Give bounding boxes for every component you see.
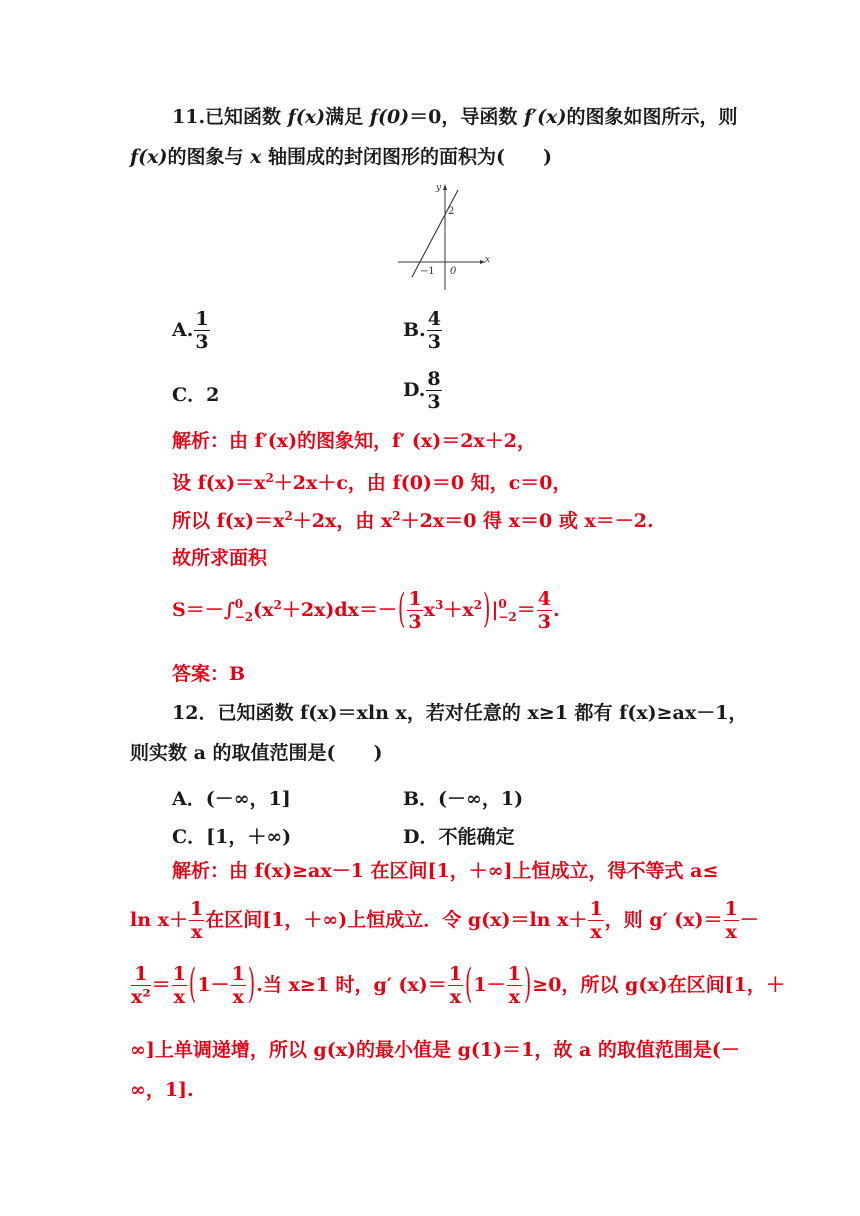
q12-option-a: A．(－∞，1] bbox=[172, 788, 291, 810]
label-origin: 0 bbox=[450, 266, 457, 277]
q11-answer: 答案：B bbox=[172, 663, 246, 685]
q11-option-c: C．2 bbox=[172, 384, 220, 406]
q12-line2: 则实数 a 的取值范围是( ) bbox=[130, 742, 383, 764]
q11-option-a: A. $\frac{1}{3}$ bbox=[172, 308, 209, 353]
q12-solution-line3: $\frac{1}{\text{x²}}$ ＝ $\frac{1}{x}$ (1－ $\frac{1}{x}$ ).当 x≥1 时，g′ (x)＝ $\frac{1}{x}$ (1－ $\frac{1}{x}$ )≥0，所以 g(x)在区间[1，＋ bbox=[131, 961, 785, 1008]
q11-option-d: D. $\frac{8}{3}$ bbox=[403, 368, 441, 413]
y-axis-label: y bbox=[436, 183, 442, 193]
q12-solution-line4: ∞]上单调递增，所以 g(x)的最小值是 g(1)＝1，故 a 的取值范围是(－ bbox=[130, 1039, 740, 1061]
q12-line1: 12．已知函数 f(x)＝xln x，若对任意的 x≥1 都有 f(x)≥ax－1， bbox=[172, 702, 748, 724]
q11-solution-line4: 故所求面积 bbox=[172, 547, 268, 569]
q11-solution-line1: 解析：由 f′(x)的图象知，f′ (x)＝2x＋2， bbox=[172, 430, 536, 452]
y-axis-arrow bbox=[443, 184, 447, 190]
label-2: 2 bbox=[448, 206, 455, 217]
q12-solution-line1: 解析：由 f(x)≥ax－1 在区间[1，＋∞]上恒成立，得不等式 a≤ bbox=[172, 860, 719, 882]
q11-solution-line3: 所以 $f(x)=x^2+2x$，由 $x^2+2x=0$ 得 x＝0 或 x＝－2. bbox=[172, 509, 654, 532]
q11-solution-line2: 设 $f(x)=x^2+2x+c$，由 f(0)＝0 知，c＝0， bbox=[172, 471, 572, 494]
q11-line2: f(x)的图象与 x 轴围成的封闭图形的面积为( ) bbox=[130, 146, 553, 168]
derivative-graph bbox=[395, 178, 495, 293]
q11-option-b: B. $\frac{4}{3}$ bbox=[403, 308, 441, 353]
q12-option-c: C．[1，＋∞) bbox=[172, 826, 292, 848]
q12-solution-line5: ∞，1]. bbox=[130, 1079, 194, 1101]
q12-option-b: B．(－∞，1) bbox=[403, 788, 524, 810]
derivative-line bbox=[412, 190, 458, 277]
q11-area-formula: S＝－∫ 0 −2 $(x^2+2x)dx=-$( $\frac{1}{3}$ $x^3+x^2)|$ 0 −2 ＝ $\frac{4}{3}$ . bbox=[172, 586, 560, 633]
q12-solution-line2: ln x＋ $\frac{1}{x}$ 在区间[1，＋∞)上恒成立．令 g(x)＝ln x＋ $\frac{1}{x}$ ，则 g′ (x)＝ $\frac{1}{x}$ － bbox=[130, 898, 759, 943]
label-neg1: −1 bbox=[420, 266, 435, 277]
x-axis-label: x bbox=[485, 255, 491, 265]
q11-line1: 11.已知函数 f(x)满足 f(0)＝0，导函数 f′(x)的图象如图所示，则 bbox=[172, 106, 738, 128]
q12-option-d: D．不能确定 bbox=[403, 826, 515, 848]
